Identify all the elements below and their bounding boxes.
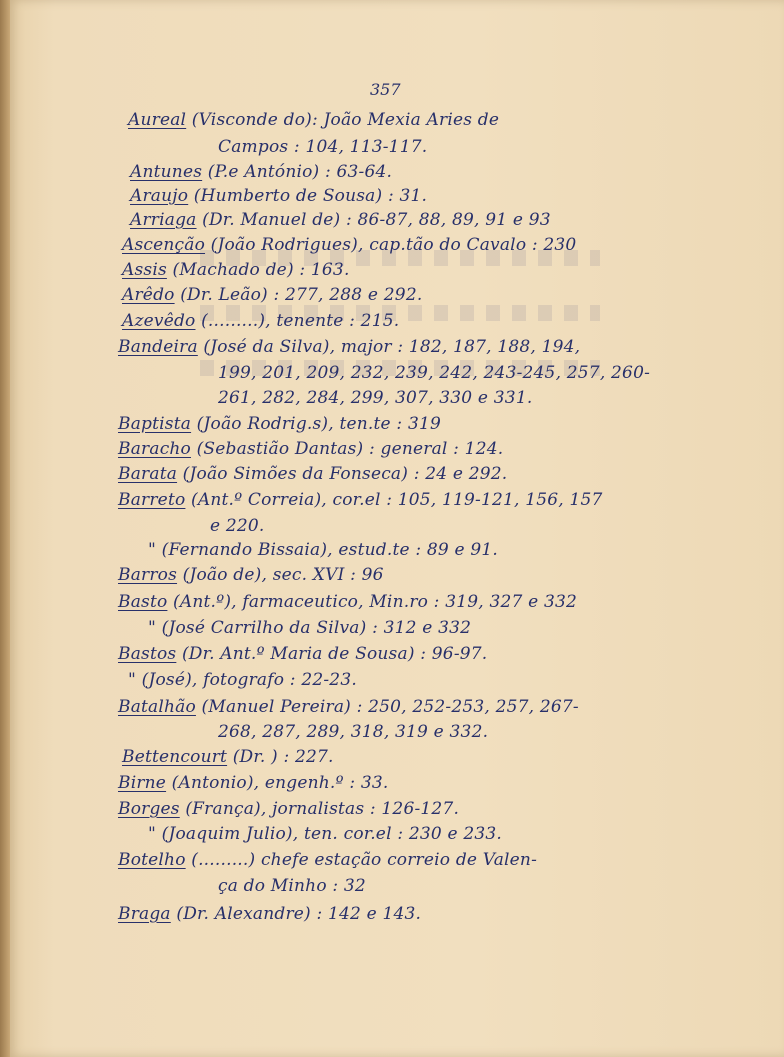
index-entry-line [218,720,488,744]
index-entry-line [118,563,384,587]
entry-details: Campos : 104, 113-117. [218,137,428,157]
entry-details: " (Joaquim Julio), ten. cor.el : 230 e 233. [148,824,503,844]
entry-details: (.........), tenente : 215. [195,311,400,331]
index-entry-line [130,208,551,232]
entry-surname: Barreto [118,490,186,510]
entry-details: (P.e António) : 63-64. [202,162,393,182]
entry-details: e 220. [210,516,265,536]
entry-details: 268, 287, 289, 318, 319 e 332. [218,722,489,742]
index-entry-line [128,668,357,692]
index-entry-line [210,514,265,538]
index-entry-line [118,642,487,666]
index-entry-line [118,771,389,795]
index-entry-line [122,283,422,307]
entry-details: (Visconde do): João Mexia Aries de [186,110,500,130]
index-entry-line [118,488,603,512]
index-entry-line [118,590,577,614]
entry-details: (Sebastião Dantas) : general : 124. [191,439,504,459]
entry-details: 261, 282, 284, 299, 307, 330 e 331. [218,388,533,408]
entry-details: (Manuel Pereira) : 250, 252-253, 257, 267- [195,697,579,717]
entry-surname: Botelho [118,850,186,870]
entry-details: (Ant.º), farmaceutico, Min.ro : 319, 327 e 332 [167,592,578,612]
index-entry-line [118,848,537,872]
index-entry-line [148,538,498,562]
entry-details: (Dr. ) : 227. [227,747,334,767]
entry-surname: Basto [118,592,168,612]
entry-surname: Batalhão [118,697,196,717]
index-entry-line [130,184,427,208]
entry-surname: Azevêdo [122,311,196,331]
index-entry-line [218,874,366,898]
entry-details: (João Rodrig.s), ten.te : 319 [191,414,441,434]
index-entry-line [118,335,580,359]
entry-details: (João Simões da Fonseca) : 24 e 292. [177,464,508,484]
entry-surname: Barros [118,565,178,585]
entry-details: (Dr. Leão) : 277, 288 e 292. [174,285,423,305]
entry-details: 199, 201, 209, 232, 239, 242, 243-245, 257, 260- [218,363,651,383]
entry-details: " (José Carrilho da Silva) : 312 e 332 [148,618,472,638]
entry-surname: Ascenção [122,235,206,255]
entry-details: (França), jornalistas : 126-127. [179,799,460,819]
entry-surname: Birne [118,773,167,793]
entry-details: (Ant.º Correia), cor.el : 105, 119-121, 156, 157 [185,490,603,510]
entry-surname: Assis [122,260,167,280]
entry-surname: Bastos [118,644,177,664]
index-entry-line [122,745,334,769]
entry-details: ça do Minho : 32 [218,876,366,896]
index-entry-line [122,309,399,333]
entry-details: (Dr. Manuel de) : 86-87, 88, 89, 91 e 93 [196,210,551,230]
index-entry-line [218,386,532,410]
entry-surname: Aureal [128,110,187,130]
index-entry-line [218,361,650,385]
entry-details: (Antonio), engenh.º : 33. [166,773,389,793]
entry-details: (João Rodrigues), cap.tão do Cavalo : 230 [205,235,577,255]
page-binding [0,0,10,1057]
index-entry-line [130,160,392,184]
index-entry-line [118,412,441,436]
entry-details: " (José), fotografo : 22-23. [128,670,357,690]
entry-surname: Borges [118,799,180,819]
index-entry-line [118,437,503,461]
entry-details: (João de), sec. XVI : 96 [177,565,384,585]
entry-surname: Antunes [130,162,203,182]
entry-surname: Baracho [118,439,191,459]
entry-details: (José da Silva), major : 182, 187, 188, 194, [197,337,581,357]
entry-details: (Dr. Ant.º Maria de Sousa) : 96-97. [176,644,488,664]
entry-details: (.........) chefe estação correio de Valen- [185,850,538,870]
entry-details: (Machado de) : 163. [166,260,350,280]
entry-surname: Bettencourt [122,747,228,767]
index-entry-line [148,822,502,846]
entry-surname: Arriaga [130,210,197,230]
entry-surname: Barata [118,464,178,484]
entry-surname: Braga [118,904,171,924]
index-entry-line [118,695,579,719]
entry-surname: Arêdo [122,285,175,305]
entry-details: (Humberto de Sousa) : 31. [188,186,428,206]
index-entry-line [122,233,576,257]
index-entry-line [118,797,459,821]
page-number: 357 [370,80,401,99]
entry-surname: Bandeira [118,337,198,357]
index-entry-line [218,135,427,159]
index-entry-line [118,902,421,926]
index-entry-line [148,616,471,640]
entry-surname: Baptista [118,414,192,434]
index-entry-line [128,108,499,132]
index-entry-line [122,258,350,282]
entry-surname: Araujo [130,186,189,206]
entry-details: (Dr. Alexandre) : 142 e 143. [170,904,422,924]
index-entry-line [118,462,507,486]
entry-details: " (Fernando Bissaia), estud.te : 89 e 91. [148,540,499,560]
